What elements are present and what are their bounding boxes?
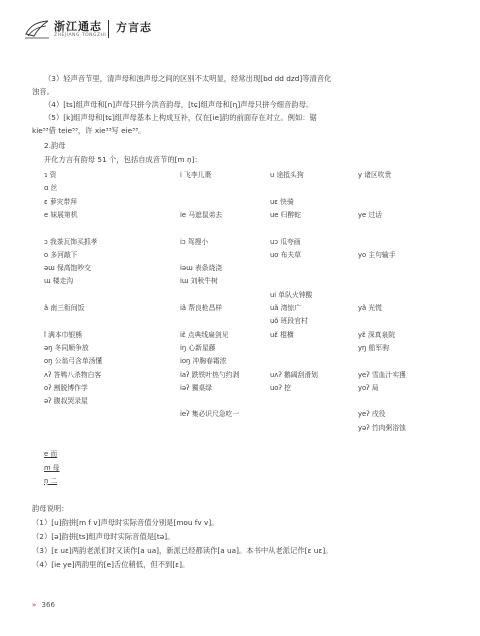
brand-title: 浙江通志 xyxy=(54,20,102,33)
final-cell: e 而 xyxy=(44,450,58,459)
note-3: （3）[ɛ uɛ]两韵老派们时又读作[a ua]，新派已经都读作[a ua]。本书中从老派记作[ɛ uɛ]。 xyxy=(32,546,333,555)
final-cell: əŋ 冬同顺争放 xyxy=(44,343,89,352)
final-cell: uoʔ 挖 xyxy=(270,383,291,392)
final-cell: yɛ̃ 深真泉院 xyxy=(358,330,396,339)
final-cell: iəɯ 表条烧浇 xyxy=(180,264,223,273)
final-cell: i 飞李儿棗 xyxy=(180,171,212,179)
intro-line-1: （3）轻声音节里，清声母和浊声母之间的区别不太明显，经常出现[bd dd dzd]等清音化 xyxy=(44,74,332,83)
zhejiang-tongzhi-logo-icon xyxy=(24,18,50,40)
final-cell: n̩ 二 xyxy=(44,476,58,485)
final-cell: iɛ̃ 点典线扁剑见 xyxy=(180,330,229,339)
notes-title: 韵母说明： xyxy=(32,504,69,513)
final-cell: o 多河敲下 xyxy=(44,250,78,259)
final-cell: oŋ 公翁弓含单汤懂 xyxy=(44,357,103,366)
final-cell: uɛ 快骑 xyxy=(270,197,294,206)
final-cell: oʔ 割脱博作学 xyxy=(44,383,88,392)
header-divider xyxy=(108,20,109,38)
intro-line-4: （5）[k]组声母和[tɕ]组声母基本上构成互补，仅在[ie]韵的前面存在对立。例如：锯 xyxy=(44,113,317,122)
final-cell: ue 归醉蛇 xyxy=(270,210,302,219)
page-header xyxy=(24,14,464,50)
final-cell: yã 光慌 xyxy=(358,304,382,312)
section-title: 方言志 xyxy=(116,21,152,34)
final-cell: ie 马遮鼠弟去 xyxy=(180,210,223,219)
section-heading: 2.韵母 xyxy=(44,141,66,150)
final-cell: ɯ 楼走沟 xyxy=(44,277,74,286)
final-cell: uo 布夫草 xyxy=(270,250,302,259)
final-cell: iŋ 心新星藤 xyxy=(180,343,216,352)
final-cell: əɯ 保高饱吵交 xyxy=(44,264,91,273)
final-cell: yo 主句输手 xyxy=(358,250,396,259)
intro-line-2: 浊音。 xyxy=(32,87,54,96)
final-cell: yeʔ 戌役 xyxy=(358,410,386,419)
final-cell: uõ 班段官村 xyxy=(270,317,308,326)
note-1: （1）[u]韵拼[m f v]声母时实际音值分别是[mou fv v]。 xyxy=(32,518,219,527)
final-cell: ɿ 资 xyxy=(44,171,57,179)
final-cell: iã 帮良枪昌样 xyxy=(180,304,223,312)
final-cell: ui 单队火钟酸 xyxy=(270,290,313,299)
final-cell: e 妹展第机 xyxy=(44,210,78,219)
intro-line-3: （4）[ts]组声母和[n]声母只拼今洪音韵母，[tɕ]组声母和[ɳ]声母只拼今细音韵母。 xyxy=(44,100,314,109)
final-cell: u 途抵头狗 xyxy=(270,171,304,179)
final-cell: iɔ 驾搜小 xyxy=(180,237,209,246)
final-cell: uã 湾惊广 xyxy=(270,304,302,312)
final-cell: yoʔ 局 xyxy=(358,383,379,392)
page-marker-icon: » xyxy=(32,601,37,609)
final-cell: iɯ 刘秋牛树 xyxy=(180,277,218,286)
final-cell: m 母 xyxy=(44,463,60,472)
final-cell: yŋ 船军驹 xyxy=(358,343,389,352)
final-cell: yəʔ 竹肉粥浴蚀 xyxy=(358,423,406,432)
final-cell: ʌʔ 答鸭八杀物白客 xyxy=(44,370,102,379)
final-cell: uʌʔ 鹅阔刮滑划 xyxy=(270,370,318,379)
final-cell: ɔ 我茶瓦饰买抓孝 xyxy=(44,237,98,246)
final-cell: yeʔ 雪血汁实獲 xyxy=(358,370,406,379)
brand-subtitle: ZHEJIANG TONGZHI xyxy=(54,33,107,38)
final-cell: ĩ 满本巾银熊 xyxy=(44,330,83,339)
final-cell: ɑ 丝 xyxy=(44,184,58,193)
intro-line-5: kie⁵³借 teie⁵³，许 xie³³写 eie³³。 xyxy=(32,126,146,135)
section-intro: 开化方言有韵母 51 个，包括自成音节的[m n̩]： xyxy=(44,155,202,164)
final-cell: uɛ̃ 棍横 xyxy=(270,330,294,339)
final-cell: ieʔ 集必识尺急吃一 xyxy=(180,410,240,419)
final-cell: əʔ 腹叔哭录屋 xyxy=(44,397,88,406)
note-2: （2）[ə]韵拼[ts]组声母时实际音值是[tə]。 xyxy=(32,532,175,541)
page-number: 366 xyxy=(41,601,55,609)
final-cell: iəʔ 獨桌绿 xyxy=(180,383,213,392)
note-4: （4）[ie ye]两韵里的[e]舌位稍低，但不到[ɛ]。 xyxy=(32,560,190,569)
final-cell: ɛ 萝灾带拜 xyxy=(44,197,78,206)
final-cell: y 诸区吹贵 xyxy=(358,171,392,179)
final-cell: ye 过话 xyxy=(358,210,382,219)
final-cell: ioŋ 冲胸春霜浓 xyxy=(180,357,227,366)
final-cell: uɔ 瓜夸画 xyxy=(270,237,301,246)
page-footer xyxy=(32,601,55,609)
final-cell: ã 南三衔间饭 xyxy=(44,304,85,312)
final-cell: iaʔ 跌铁叶热勺约剥 xyxy=(180,370,240,379)
